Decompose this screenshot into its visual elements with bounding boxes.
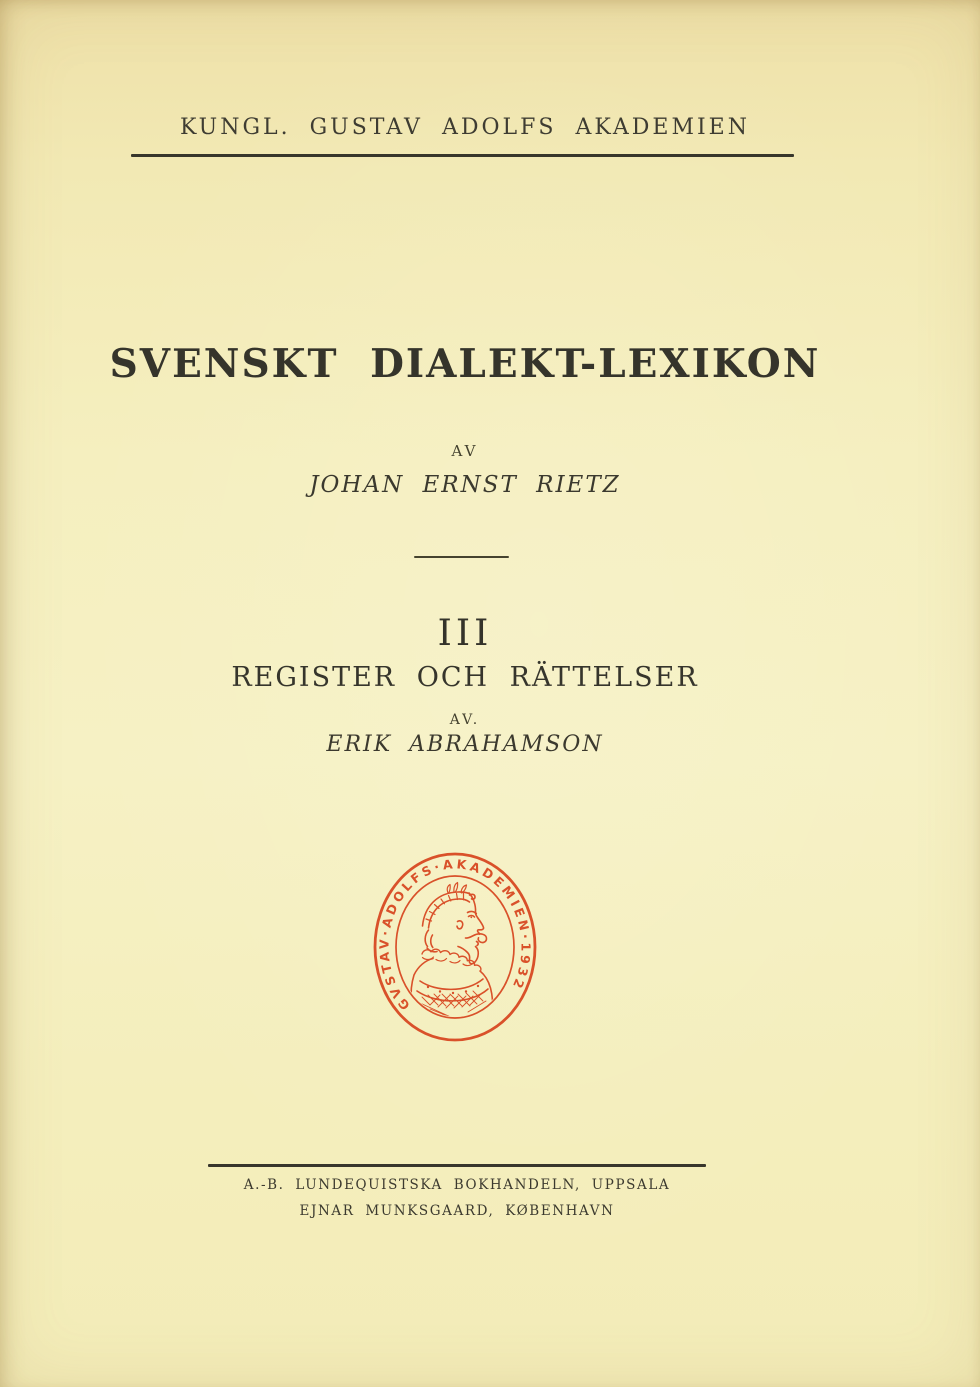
ruff-collar-lower [423, 957, 473, 966]
pupil [470, 916, 472, 918]
gustav-adolf-portrait [411, 883, 492, 1024]
divider-rule [414, 556, 509, 558]
eyebrow [468, 911, 477, 913]
byline-av-label: AV [451, 442, 479, 460]
volume-number: III [437, 613, 493, 654]
book-title: SVENSKT DIALEKT-LEXIKON [109, 341, 821, 387]
imprint-line-2: EJNAR MUNKSGAARD, KØBENHAVN [299, 1203, 615, 1219]
imprint-line-1: A.-B. LUNDEQUISTSKA BOKHANDELN, UPPSALA [243, 1177, 671, 1193]
imprint-rule [208, 1164, 706, 1167]
publisher-header: KUNGL. GUSTAV ADOLFS AKADEMIEN [180, 115, 750, 140]
seal-inner-ring [396, 876, 514, 1018]
seal-legend-text: GVSTAV·ADOLFS·AKADEMIEN·1932 [376, 856, 534, 1014]
seal-outer-ring [375, 854, 535, 1040]
header-rule [131, 154, 794, 157]
volume-author-name: ERIK ABRAHAMSON [326, 732, 604, 757]
mouth [477, 942, 479, 946]
ear [457, 921, 463, 929]
volume-av-label: AV. [449, 712, 481, 728]
academy-seal [370, 850, 540, 1044]
chest-chain-1 [420, 979, 483, 989]
author-name: JOHAN ERNST RIETZ [309, 472, 621, 498]
volume-title: REGISTER OCH RÄTTELSER [231, 662, 699, 693]
